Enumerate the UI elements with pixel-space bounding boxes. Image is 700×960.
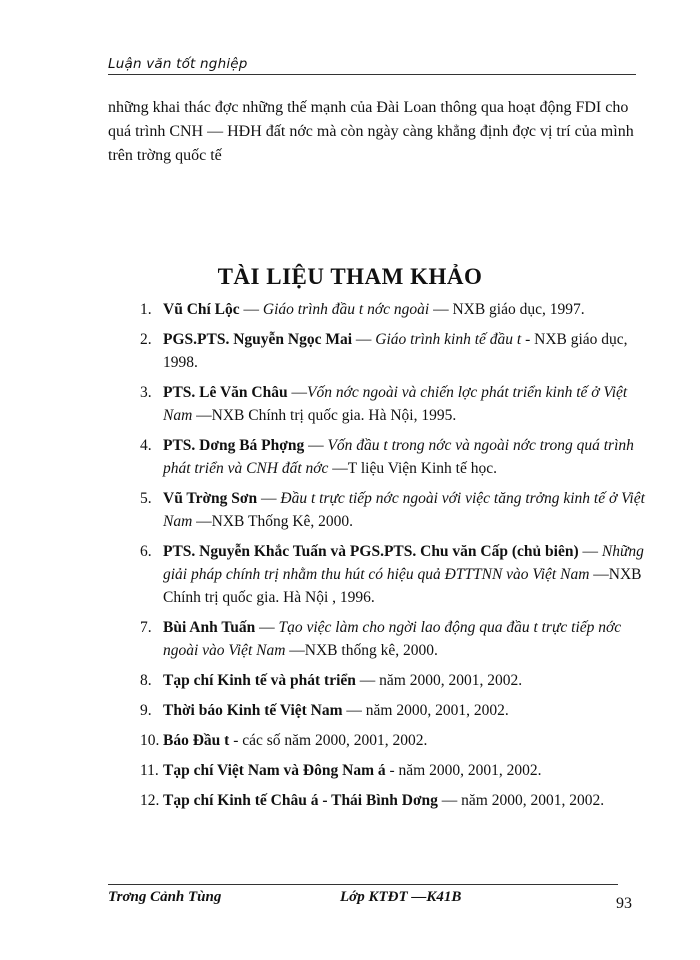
reference-publisher: — năm 2000, 2001, 2002. (355, 672, 523, 689)
reference-number: 6. (140, 543, 152, 560)
reference-item: 2. PGS.PTS. Nguyễn Ngọc Mai — Giáo trình kinh tế đầu t - NXB giáo dục, 1998. (140, 328, 648, 374)
reference-item: 4. PTS. Dơng Bá Phợng — Vốn đầu t trong nớc và ngoài nớc trong quá trình phát triển và CNH đất nớc —T liệu Viện Kinh tế học. (140, 434, 648, 480)
reference-number: 3. (140, 384, 152, 401)
reference-publisher: — năm 2000, 2001, 2002. (437, 792, 605, 809)
reference-publisher: —T liệu Viện Kinh tế học. (328, 460, 497, 477)
reference-author: Tạp chí Kinh tế và phát triển (163, 672, 356, 689)
reference-publisher: - NXB giáo dục, 1998. (163, 331, 628, 371)
reference-number: 12. (140, 792, 160, 809)
reference-item (140, 789, 648, 812)
reference-author: Bùi Anh Tuấn (163, 619, 256, 636)
header-title: Luận văn tốt nghiệp (108, 56, 248, 72)
reference-number: 1. (140, 301, 152, 318)
reference-work: Tạo việc làm cho ngời lao động qua đầu t trực tiếp nớc ngoài vào Việt Nam (163, 619, 622, 659)
reference-item (140, 759, 648, 782)
reference-item (140, 729, 648, 752)
reference-author: Tạp chí Kinh tế Châu á - Thái Bình Dơng (163, 792, 438, 809)
page-footer (108, 884, 618, 905)
reference-publisher: - các số năm 2000, 2001, 2002. (229, 732, 428, 749)
reference-work: Những giải pháp chính trị nhằm thu hút có hiệu quả ĐTTTNN vào Việt Nam (163, 543, 644, 583)
reference-item: 5. Vũ Trờng Sơn — Đầu t trực tiếp nớc ngoài với việc tăng trởng kinh tế ở Việt Nam —NXB Thống Kê, 2000. (140, 487, 648, 533)
reference-item (140, 699, 648, 722)
intro-paragraph (108, 96, 648, 168)
reference-work: Giáo trình kinh tế đầu t (375, 331, 522, 348)
reference-number: 5. (140, 490, 152, 507)
intro-text: những khai thác đợc những thế mạnh của Đài Loan thông qua hoạt động FDI cho quá trình CNH — HĐH đất nớc mà còn ngày càng khẳng định đợc vị trí của mình trên trờng quốc tế (108, 99, 634, 164)
references-heading: TÀI LIỆU THAM KHẢO (217, 264, 483, 289)
reference-author: PTS. Lê Văn Châu (163, 384, 288, 401)
reference-item: 1. Vũ Chí Lộc — Giáo trình đầu t nớc ngoài — NXB giáo dục, 1997. (140, 298, 648, 321)
reference-work: Vốn đầu t trong nớc và ngoài nớc trong quá trình phát triển và CNH đất nớc (163, 437, 634, 477)
reference-author: PTS. Nguyễn Khắc Tuấn và PGS.PTS. Chu văn Cấp (chủ biên) (163, 543, 579, 560)
page-number: 93 (616, 895, 632, 912)
reference-author: PTS. Dơng Bá Phợng (163, 437, 305, 454)
reference-number: 9. (140, 702, 152, 719)
reference-work: Vốn nớc ngoài và chiến lợc phát triển kinh tế ở Việt Nam (163, 384, 628, 424)
reference-item: 3. PTS. Lê Văn Châu —Vốn nớc ngoài và chiến lợc phát triển kinh tế ở Việt Nam —NXB Chính trị quốc gia. Hà Nội, 1995. (140, 381, 648, 427)
reference-publisher: —NXB Chính trị quốc gia. Hà Nội, 1995. (192, 407, 457, 424)
running-header (108, 56, 636, 75)
reference-number: 10. (140, 732, 160, 749)
footer-class: Lớp KTĐT —K41B (340, 889, 462, 905)
reference-publisher: —NXB thống kê, 2000. (285, 642, 438, 659)
reference-number: 7. (140, 619, 152, 636)
reference-publisher: - năm 2000, 2001, 2002. (385, 762, 542, 779)
reference-publisher: — NXB giáo dục, 1997. (429, 301, 585, 318)
footer-author: Trơng Cảnh Tùng (108, 889, 222, 905)
reference-author: Thời báo Kinh tế Việt Nam (163, 702, 343, 719)
reference-number: 11. (140, 762, 159, 779)
reference-work: Đầu t trực tiếp nớc ngoài với việc tăng trởng kinh tế ở Việt Nam (163, 490, 645, 530)
reference-publisher: —NXB Thống Kê, 2000. (192, 513, 354, 530)
references-list (140, 298, 648, 812)
reference-number: 4. (140, 437, 152, 454)
reference-author: Vũ Trờng Sơn (163, 490, 258, 507)
reference-publisher: —NXB Chính trị quốc gia. Hà Nội , 1996. (163, 566, 642, 606)
reference-number: 2. (140, 331, 152, 348)
reference-author: PGS.PTS. Nguyễn Ngọc Mai (163, 331, 353, 348)
reference-item: 6. PTS. Nguyễn Khắc Tuấn và PGS.PTS. Chu văn Cấp (chủ biên) — Những giải pháp chính trị nhằm thu hút có hiệu quả ĐTTTNN vào Việt Nam —NXB Chính trị quốc gia. Hà Nội , 1996. (140, 540, 648, 609)
reference-number: 8. (140, 672, 152, 689)
reference-author: Vũ Chí Lộc (163, 301, 240, 318)
reference-author: Báo Đầu t (163, 732, 230, 749)
reference-author: Tạp chí Việt Nam và Đông Nam á (163, 762, 386, 779)
reference-item: 7. Bùi Anh Tuấn — Tạo việc làm cho ngời lao động qua đầu t trực tiếp nớc ngoài vào Việt Nam —NXB thống kê, 2000. (140, 616, 648, 662)
reference-publisher: — năm 2000, 2001, 2002. (342, 702, 509, 719)
reference-item (140, 669, 648, 692)
reference-work: Giáo trình đầu t nớc ngoài (262, 301, 430, 318)
